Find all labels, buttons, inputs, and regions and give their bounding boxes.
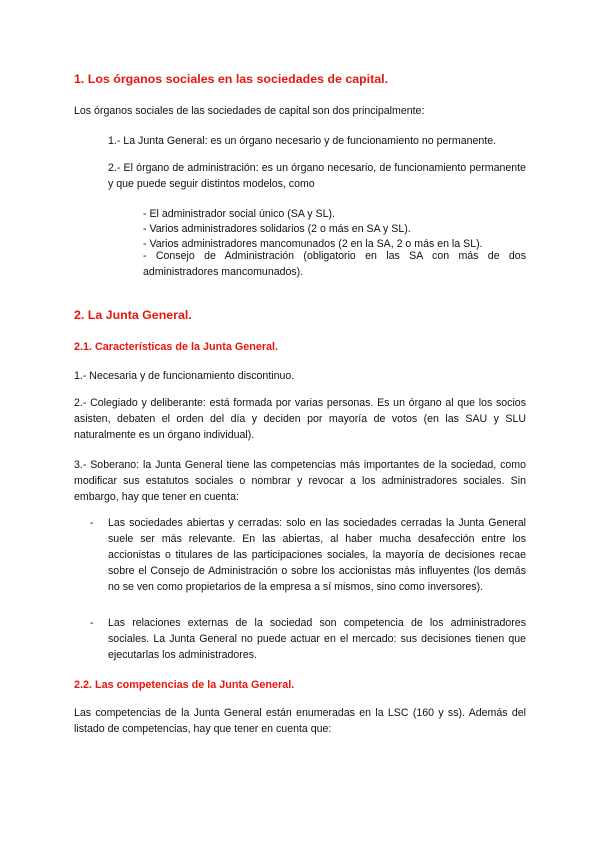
bullet-external-relations: Las relaciones externas de la sociedad son competencia de los administradores sociales. La Junta General no puede actuar en el mercado: sus decisiones tienen que ejecutarlas los administradores.: [108, 617, 526, 661]
bullet-marker: -: [90, 617, 94, 629]
characteristic-3: 3.- Soberano: la Junta General tiene las competencias más importantes de la sociedad, como modificar sus estatutos sociales o nombrar y revocar a los administradores sociales. Sin embargo, hay que tener en cuenta:: [74, 459, 526, 503]
competences-paragraph: Las competencias de la Junta General están enumeradas en la LSC (160 y ss). Además del listado de competencias, hay que tener en cuenta que:: [74, 707, 526, 735]
characteristic-1: 1.- Necesaria y de funcionamiento discontinuo.: [74, 370, 295, 382]
subsection-2-2-heading: 2.2. Las competencias de la Junta General.: [74, 679, 295, 691]
section-1-heading: 1. Los órganos sociales en las sociedades de capital.: [74, 72, 389, 86]
admin-model-3: - Varios administradores mancomunados (2 en la SA, 2 o más en la SL).: [143, 238, 483, 250]
subsection-2-1-heading: 2.1. Características de la Junta General.: [74, 341, 279, 353]
admin-model-1: - El administrador social único (SA y SL).: [143, 208, 335, 220]
admin-model-2: - Varios administradores solidarios (2 o más en SA y SL).: [143, 223, 411, 235]
bullet-marker: -: [90, 517, 94, 529]
characteristic-2: 2.- Colegiado y deliberante: está formada por varias personas. Es un órgano al que los socios asisten, debaten el orden del día y deciden por mayoría de votos (en las SAU y SLU naturalmente es un órgano individual).: [74, 397, 526, 441]
bullet-open-closed-companies: Las sociedades abiertas y cerradas: solo en las sociedades cerradas la Junta General suele ser más relevante. En las abiertas, al haber mucha desafección entre los accionistas o titulares de las participaciones sociales, la mayoría de decisiones recae sobre el Consejo de Administración o sobre los accionistas más influyentes (los demás no se ven como propietarios de la empresa a sí mismos, sino como inversores).: [108, 517, 526, 593]
section-1-intro: Los órganos sociales de las sociedades de capital son dos principalmente:: [74, 105, 425, 117]
admin-model-4: - Consejo de Administración (obligatorio en las SA con más de dos administradores mancomunados).: [143, 250, 526, 278]
organ-item-1: 1.- La Junta General: es un órgano necesario y de funcionamiento no permanente.: [108, 135, 497, 147]
section-2-heading: 2. La Junta General.: [74, 308, 192, 322]
organ-item-2: 2.- El órgano de administración: es un órgano necesario, de funcionamiento permanente y que puede seguir distintos modelos, como: [108, 162, 526, 190]
